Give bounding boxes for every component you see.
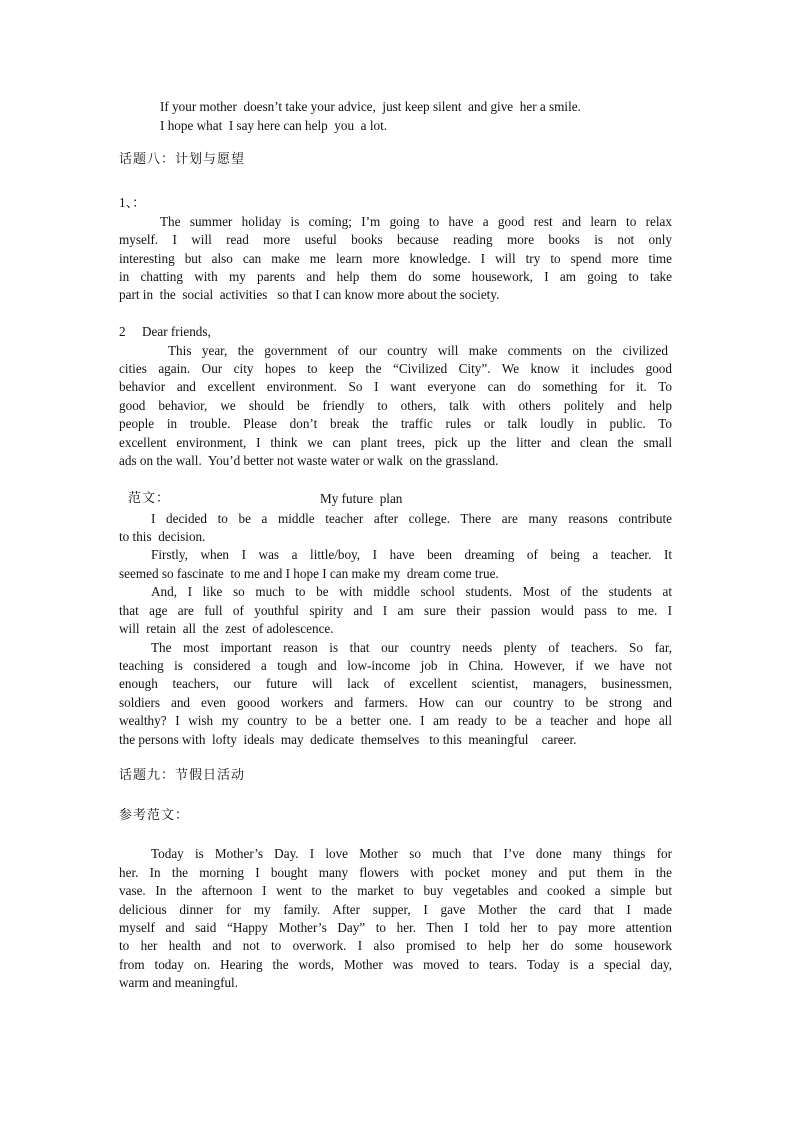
- topic8-para1-line: part in the social activities so that I can know more about the society.: [119, 287, 500, 302]
- topic8-para2-line: people in trouble. Please don’t break the traffic rules or talk loudly in public. To: [119, 416, 672, 431]
- essay-line: to this decision.: [119, 529, 206, 544]
- topic8-para2-line: cities again. Our city hopes to keep the “Civilized City”. We know it includes good: [119, 361, 672, 376]
- topic8-para2-line: excellent environment, I think we can plant trees, pick up the litter and clean the small: [119, 435, 672, 450]
- topic9-para-line: delicious dinner for my family. After supper, I gave Mother the card that I made: [119, 902, 672, 917]
- topic8-para2-line: This year, the government of our country will make comments on the civilized: [168, 343, 668, 358]
- topic8-item2-greeting: Dear friends,: [142, 324, 211, 339]
- sample-essay-label: 范文：: [128, 491, 171, 506]
- essay-line: wealthy? I wish my country to be a better one. I am ready to be a teacher and hope all: [119, 713, 672, 728]
- essay-line: that age are full of youthful spirity and I am sure their passion would pass to me. I: [119, 603, 672, 618]
- essay-line: the persons with lofty ideals may dedicate themselves to this meaningful career.: [119, 732, 577, 747]
- intro-line-2: I hope what I say here can help you a lot.: [160, 118, 388, 133]
- sample-essay-title: My future plan: [320, 491, 403, 506]
- topic8-para1-line: interesting but also can make me learn more knowledge. I will try to spend more time: [119, 251, 672, 266]
- topic9-para-line: myself and said “Happy Mother’s Day” to her. Then I told her to pay more attention: [119, 920, 672, 935]
- topic9-ref-label: 参考范文：: [119, 808, 190, 823]
- topic9-para-line: to her health and not to overwork. I also promised to help her do some housework: [119, 938, 672, 953]
- essay-line: I decided to be a middle teacher after college. There are many reasons contribute: [151, 511, 672, 526]
- topic9-para-line: her. In the morning I bought many flowers with pocket money and put them in the: [119, 865, 672, 880]
- topic8-item1-marker: 1、：: [119, 195, 146, 210]
- essay-line: And, I like so much to be with middle school students. Most of the students at: [151, 584, 672, 599]
- topic8-heading: 话题八：计划与愿望: [119, 152, 246, 167]
- essay-line: will retain all the zest of adolescence.: [119, 621, 334, 636]
- topic8-para1-line: in chatting with my parents and help them do some housework, I am going to take: [119, 269, 672, 284]
- topic9-para-line: warm and meaningful.: [119, 975, 239, 990]
- essay-line: seemed so fascinate to me and I hope I can make my dream come true.: [119, 566, 499, 581]
- essay-line: soldiers and even goood workers and farmers. How can our country to be strong and: [119, 695, 672, 710]
- essay-line: teaching is considered a tough and low-income job in China. However, if we have not: [119, 658, 672, 673]
- topic8-para2-line: behavior and excellent environment. So I want everyone can do something for it. To: [119, 379, 672, 394]
- topic8-para1-line: The summer holiday is coming; I’m going to have a good rest and learn to relax: [160, 214, 672, 229]
- topic8-para2-line: ads on the wall. You’d better not waste water or walk on the grassland.: [119, 453, 499, 468]
- topic8-para2-line: good behavior, we should be friendly to others, talk with others politely and help: [119, 398, 672, 413]
- essay-line: enough teachers, our future will lack of excellent scientist, managers, businessmen,: [119, 676, 672, 691]
- topic9-para-line: vase. In the afternoon I went to the market to buy vegetables and cooked a simple but: [119, 883, 672, 898]
- essay-line: Firstly, when I was a little/boy, I have been dreaming of being a teacher. It: [151, 547, 672, 562]
- topic8-para1-line: myself. I will read more useful books because reading more books is not only: [119, 232, 672, 247]
- essay-line: The most important reason is that our country needs plenty of teachers. So far,: [151, 640, 672, 655]
- topic9-para-line: from today on. Hearing the words, Mother was moved to tears. Today is a special day,: [119, 957, 672, 972]
- intro-line-1: If your mother doesn’t take your advice, just keep silent and give her a smile.: [160, 99, 581, 114]
- topic9-heading: 话题九：节假日活动: [119, 768, 246, 783]
- topic9-para-line: Today is Mother’s Day. I love Mother so much that I’ve done many things for: [151, 846, 672, 861]
- topic8-item2-marker: 2: [119, 324, 126, 339]
